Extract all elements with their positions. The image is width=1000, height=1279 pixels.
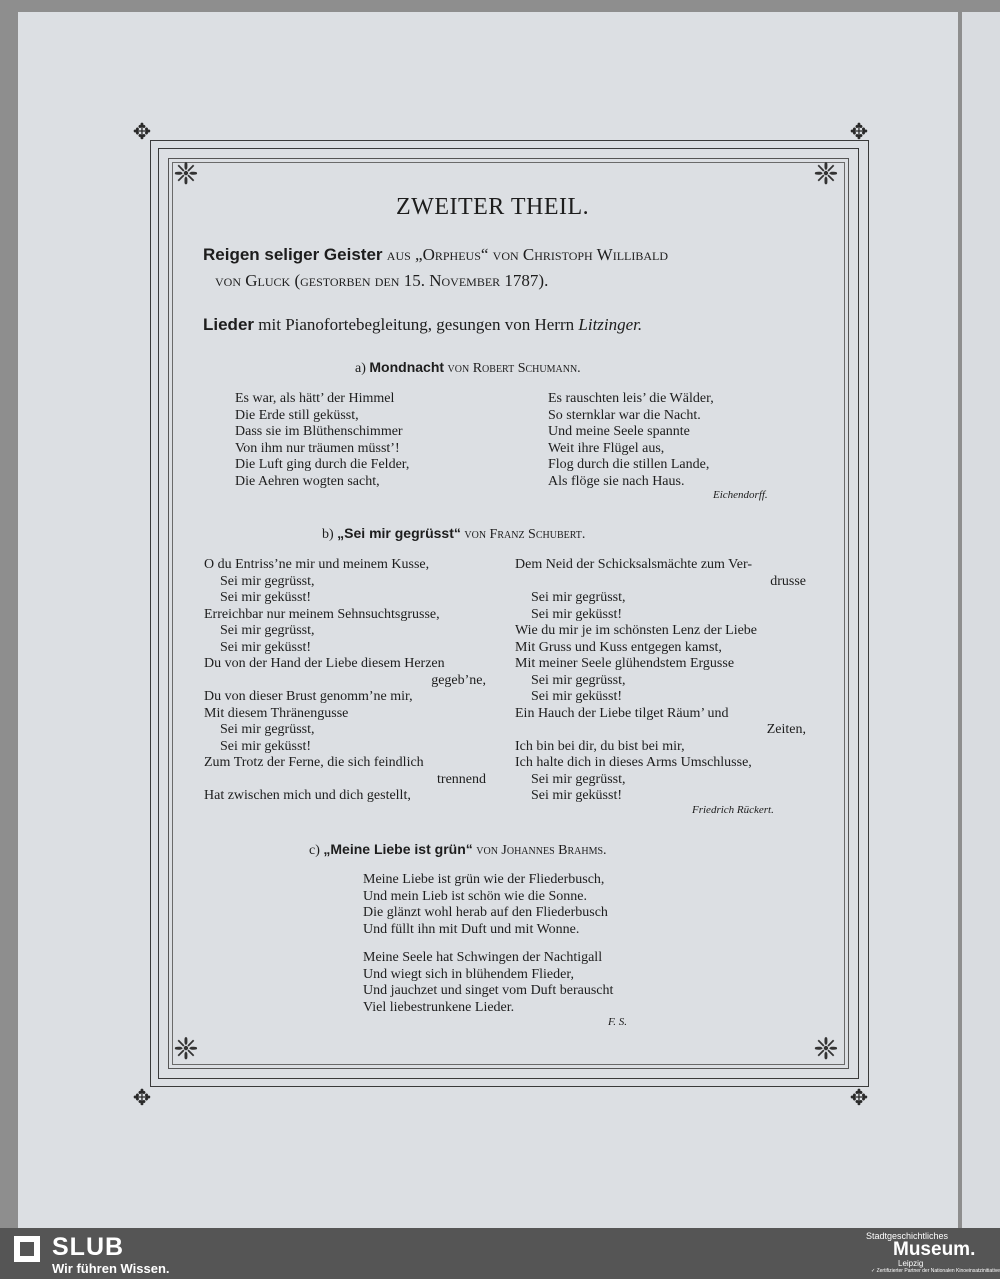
verse-line: Von ihm nur träumen müsst’!: [235, 440, 400, 456]
verse-line: Sei mir geküsst!: [220, 738, 311, 754]
verse-line: Sei mir geküsst!: [531, 606, 622, 622]
footer-bar: [0, 1228, 1000, 1279]
verse-line: Ich halte dich in dieses Arms Umschlusse,: [515, 755, 752, 770]
song-b-heading: [322, 525, 585, 543]
corner-ornament-icon: ✥: [132, 119, 152, 144]
verse-line: Als flöge sie nach Haus.: [548, 473, 685, 489]
museum-logo-city: Leipzig: [898, 1259, 924, 1268]
verse-line: Ich bin bei dir, du bist bei mir,: [515, 738, 685, 754]
song-b-composer: von Franz Schubert.: [464, 527, 586, 542]
rosette-ornament-icon: ❈: [173, 1033, 199, 1066]
verse-line: Du von dieser Brust genomm’ne mir,: [204, 689, 413, 704]
lieder-bold: Lieder: [203, 315, 255, 334]
rosette-ornament-icon: ❈: [813, 1033, 839, 1066]
verse-line: Wie du mir je im schönsten Lenz der Liebe: [515, 623, 758, 638]
verse-line: Hat zwischen mich und dich gestellt,: [204, 788, 411, 803]
museum-certification: ✓ Zertifizierter Partner der Nationalen Kinoeinsatzinitiative: [871, 1268, 1000, 1274]
verse-line: Viel liebestrunkene Lieder.: [363, 999, 515, 1015]
verse-line: Sei mir geküsst!: [531, 689, 622, 704]
song-c-prefix: c): [309, 843, 320, 858]
verse-line: Es war, als hätt’ der Himmel: [235, 391, 395, 406]
verse-line: Die Luft ging durch die Felder,: [235, 457, 410, 472]
song-c-stanza-1: [363, 872, 608, 938]
verse-line: Sei mir gegrüsst,: [531, 590, 626, 605]
verse-line: Die glänzt wohl herab auf den Fliederbusch: [363, 905, 608, 920]
verse-line: Mit diesem Thränengusse: [204, 705, 349, 721]
part1-text1: aus „Orpheus“ von Christoph Willibald: [386, 245, 669, 264]
rosette-ornament-icon: ❈: [813, 158, 839, 191]
song-c-author: F. S.: [608, 1016, 628, 1028]
corner-ornament-icon: ✥: [849, 1085, 869, 1110]
slub-logo-icon[interactable]: [14, 1236, 40, 1262]
verse-line: Und füllt ihn mit Duft und mit Wonne.: [363, 921, 580, 937]
song-b-author: Friedrich Rückert.: [692, 804, 774, 816]
verse-line: Weit ihre Flügel aus,: [548, 440, 665, 456]
verse-line: Erreichbar nur meinem Sehnsuchtsgrusse,: [204, 606, 440, 622]
verse-line: Mit Gruss und Kuss entgegen kamst,: [515, 639, 722, 655]
song-b-prefix: b): [322, 527, 334, 542]
verse-line: Meine Liebe ist grün wie der Fliederbusch,: [363, 872, 605, 887]
adjacent-page-edge: [962, 12, 1000, 1228]
museum-logo-top: Stadtgeschichtliches: [866, 1231, 949, 1241]
song-c-composer: von Johannes Brahms.: [476, 843, 607, 858]
verse-line: Sei mir geküsst!: [220, 590, 311, 605]
song-c-heading: [309, 841, 607, 859]
slub-tagline: Wir führen Wissen.: [52, 1261, 170, 1276]
verse-line: So sternklar war die Nacht.: [548, 407, 701, 423]
museum-logo-text[interactable]: Museum.: [893, 1239, 976, 1260]
song-a-heading: [355, 359, 581, 377]
part1-line2: von Gluck (gestorben den 15. November 1787).: [215, 271, 549, 290]
verse-line: Zum Trotz der Ferne, die sich feindlich: [204, 755, 424, 770]
corner-ornament-icon: ✥: [849, 119, 869, 144]
song-b-right-column: [515, 557, 806, 805]
verse-line: Zeiten,: [766, 722, 806, 737]
song-a-right-column: [548, 391, 714, 490]
verse-line: Sei mir gegrüsst,: [531, 771, 626, 787]
lieder-heading: [203, 314, 642, 336]
verse-line: drusse: [770, 573, 806, 589]
song-a-title: Mondnacht: [369, 359, 445, 375]
verse-line: Und mein Lieb ist schön wie die Sonne.: [363, 888, 587, 904]
verse-line: Meine Seele hat Schwingen der Nachtigall: [363, 950, 603, 965]
part1-bold: Reigen seliger Geister: [203, 245, 383, 264]
verse-line: Dass sie im Blüthenschimmer: [235, 424, 403, 439]
verse-line: Du von der Hand der Liebe diesem Herzen: [204, 656, 445, 671]
song-b-left-column: [204, 557, 486, 805]
verse-line: Sei mir gegrüsst,: [220, 623, 315, 638]
lieder-text: mit Pianofortebegleitung, gesungen von Herrn: [258, 315, 575, 334]
verse-line: Flog durch die stillen Lande,: [548, 457, 710, 472]
verse-line: Ein Hauch der Liebe tilget Räum’ und: [515, 705, 729, 721]
song-c-title: „Meine Liebe ist grün“: [323, 841, 473, 857]
verse-line: Sei mir gegrüsst,: [531, 672, 626, 688]
rosette-ornament-icon: ❈: [173, 158, 199, 191]
slub-logo-text[interactable]: SLUB: [52, 1233, 125, 1261]
verse-line: Es rauschten leis’ die Wälder,: [548, 391, 714, 406]
verse-line: Sei mir geküsst!: [531, 788, 622, 803]
page-title: ZWEITER THEIL.: [396, 194, 590, 220]
lieder-singer: Litzinger.: [578, 315, 643, 334]
verse-line: trennend: [437, 771, 486, 787]
verse-line: Und jauchzet und singet vom Duft berauscht: [363, 983, 614, 998]
verse-line: Und meine Seele spannte: [548, 424, 690, 439]
verse-line: gegeb’ne,: [431, 672, 486, 688]
song-a-left-column: [235, 391, 409, 490]
corner-ornament-icon: ✥: [132, 1085, 152, 1110]
verse-line: Sei mir geküsst!: [220, 639, 311, 655]
part1-line1: [203, 244, 668, 266]
song-b-title: „Sei mir gegrüsst“: [337, 525, 461, 541]
song-c-stanza-2: [363, 950, 613, 1016]
verse-line: O du Entriss’ne mir und meinem Kusse,: [204, 557, 430, 572]
song-a-composer: von Robert Schumann.: [447, 361, 581, 376]
verse-line: Die Erde still geküsst,: [235, 407, 359, 423]
song-a-prefix: a): [355, 361, 366, 376]
verse-line: Mit meiner Seele glühendstem Ergusse: [515, 656, 735, 671]
verse-line: Die Aehren wogten sacht,: [235, 473, 380, 489]
verse-line: Sei mir gegrüsst,: [220, 573, 315, 589]
song-a-author: Eichendorff.: [713, 489, 768, 501]
verse-line: Dem Neid der Schicksalsmächte zum Ver-: [515, 557, 752, 572]
verse-line: Sei mir gegrüsst,: [220, 722, 315, 737]
verse-line: Und wiegt sich in blühendem Flieder,: [363, 966, 574, 982]
